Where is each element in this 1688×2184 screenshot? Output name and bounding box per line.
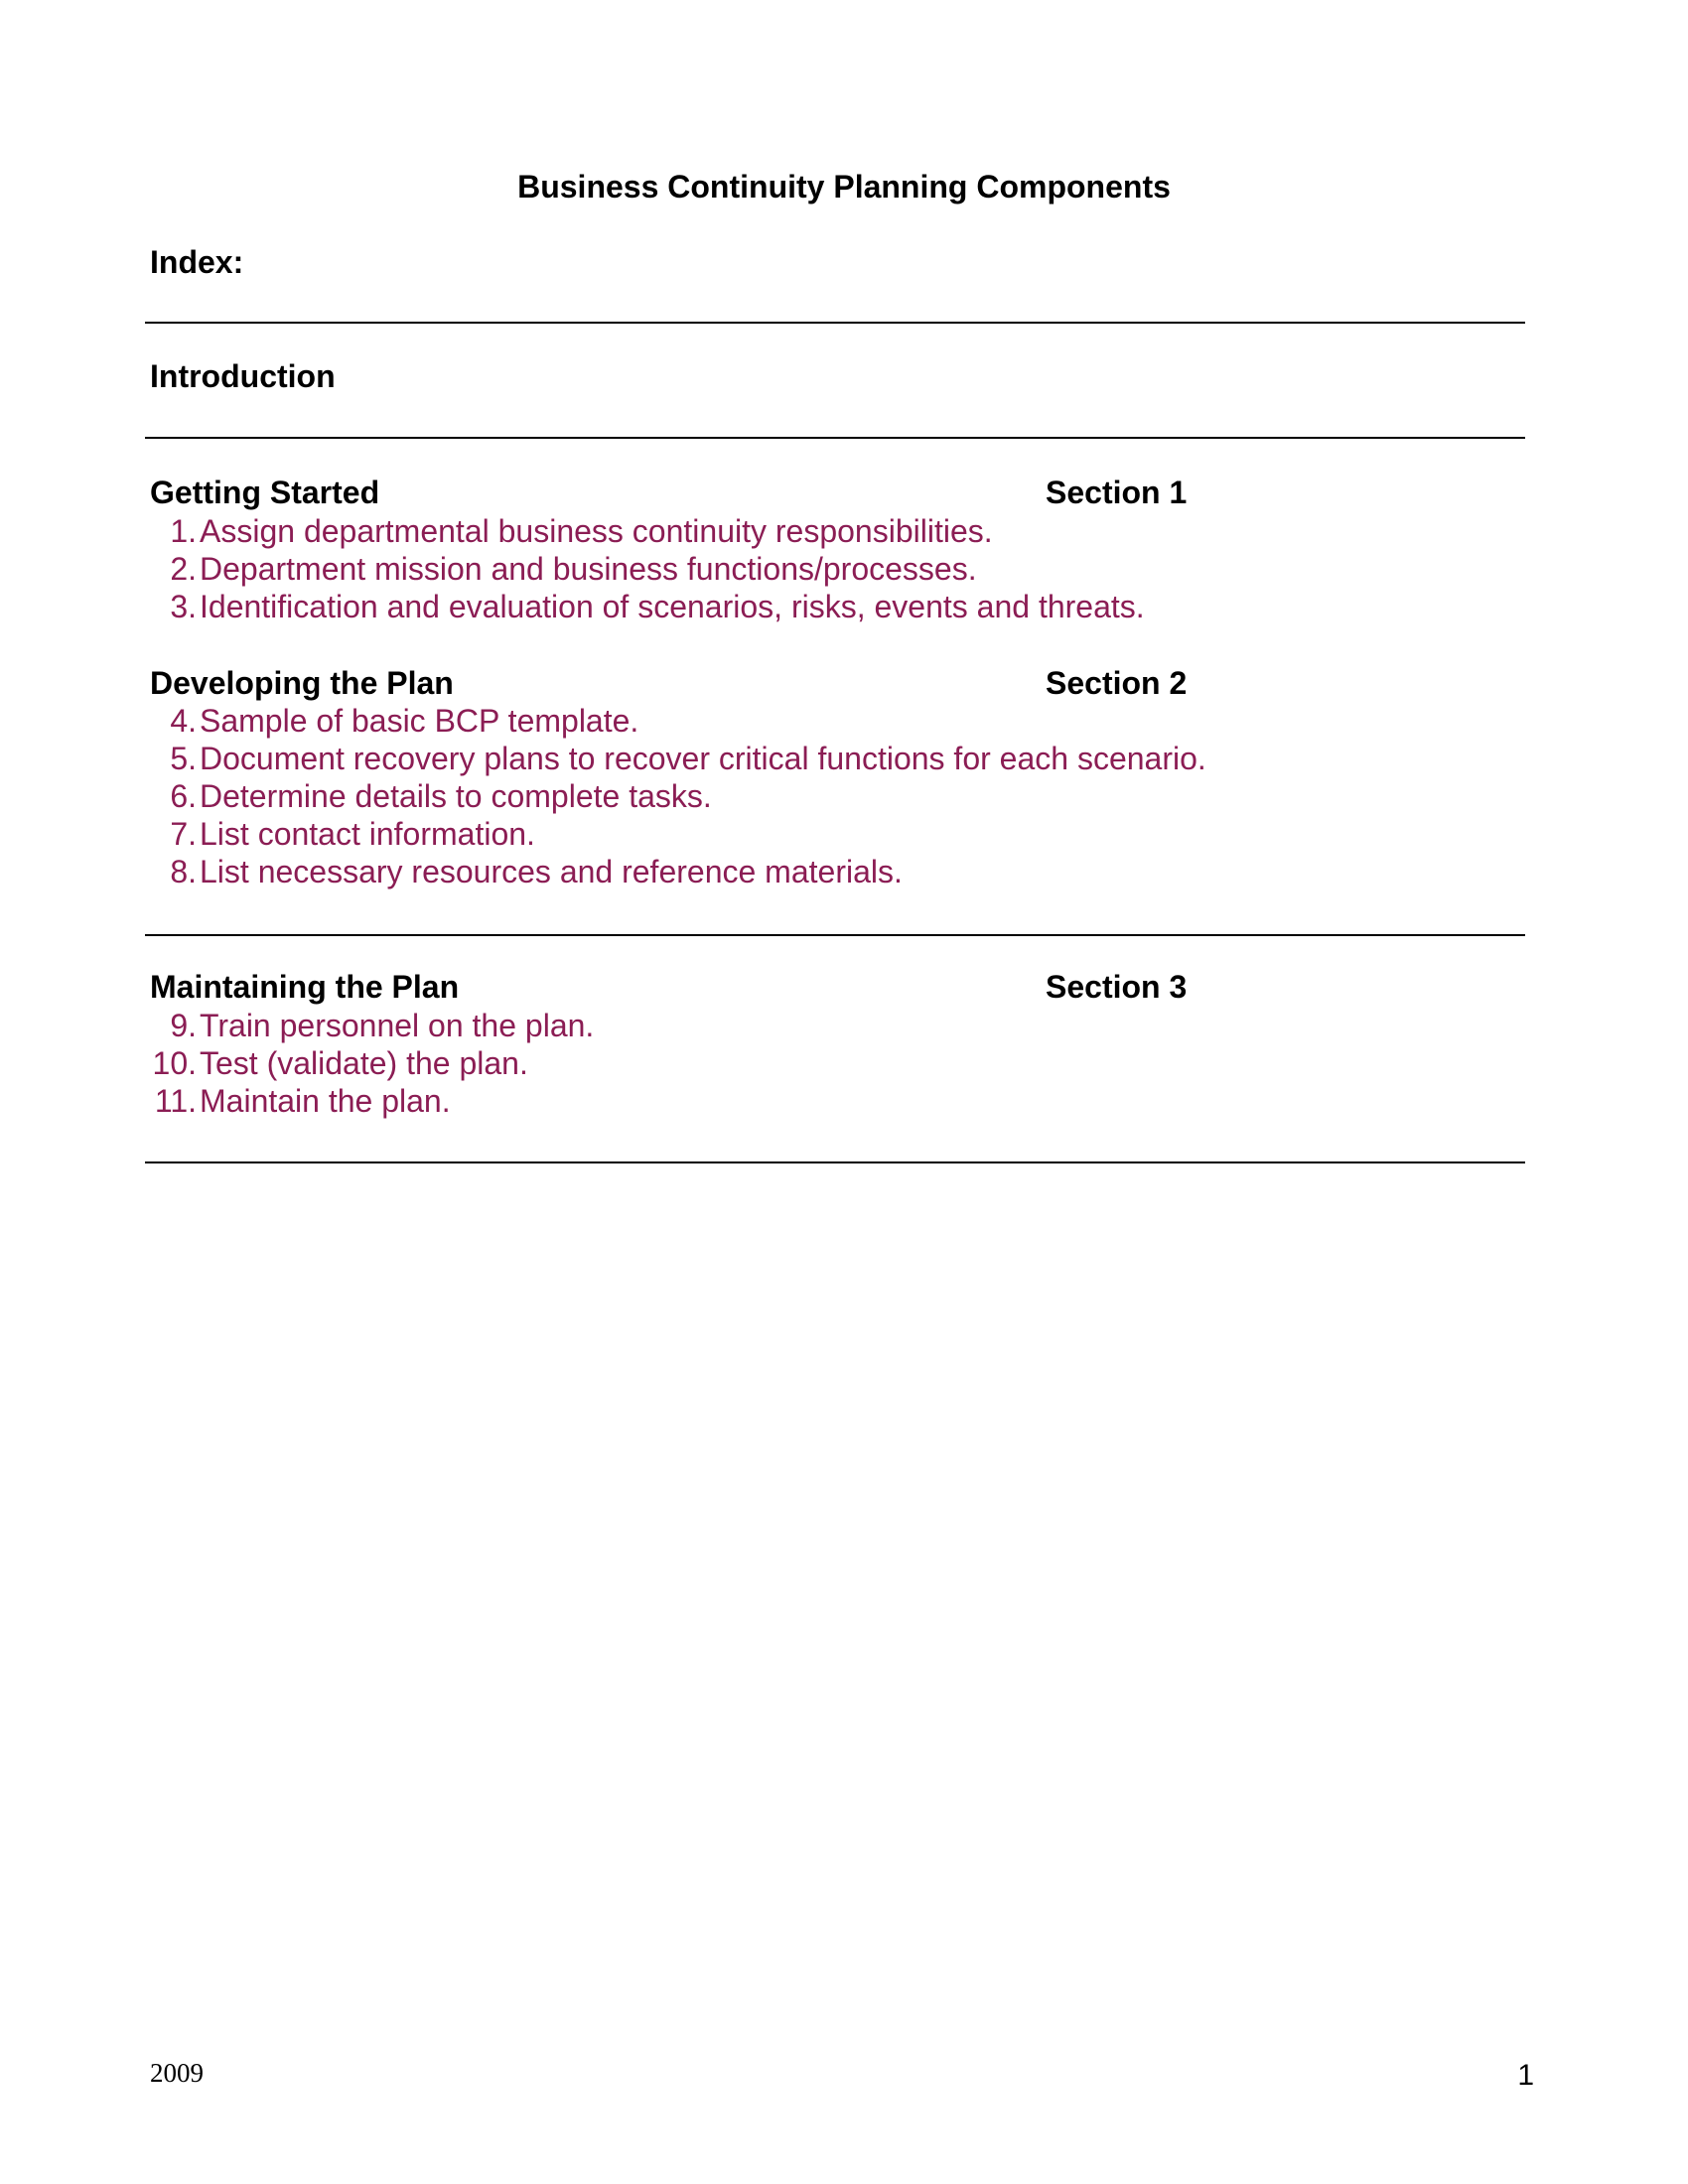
list-item-number: 5. bbox=[170, 741, 197, 776]
list-item-text: List contact information. bbox=[200, 816, 535, 852]
footer-year: 2009 bbox=[150, 2058, 204, 2088]
list-item-text: Determine details to complete tasks. bbox=[200, 778, 712, 814]
divider bbox=[145, 934, 1525, 936]
section-label-3: Section 3 bbox=[1046, 969, 1188, 1005]
section-label-1: Section 1 bbox=[1046, 475, 1188, 510]
list-item-number: 9. bbox=[170, 1008, 197, 1043]
section-heading-getting-started: Getting Started bbox=[150, 475, 380, 510]
page-number: 1 bbox=[1517, 2059, 1534, 2092]
section-label-2: Section 2 bbox=[1046, 665, 1188, 701]
divider bbox=[145, 322, 1525, 324]
introduction-heading: Introduction bbox=[150, 358, 336, 394]
list-item-text: Train personnel on the plan. bbox=[200, 1008, 595, 1043]
divider bbox=[145, 437, 1525, 439]
list-item-number: 7. bbox=[170, 816, 197, 852]
list-item-text: Maintain the plan. bbox=[200, 1083, 451, 1119]
list-item-text: Assign departmental business continuity responsibilities. bbox=[200, 513, 993, 549]
document-title: Business Continuity Planning Components bbox=[517, 169, 1171, 205]
section-heading-maintaining-the-plan: Maintaining the Plan bbox=[150, 969, 460, 1005]
list-item-text: Identification and evaluation of scenarios, risks, events and threats. bbox=[200, 589, 1145, 624]
section-heading-developing-the-plan: Developing the Plan bbox=[150, 665, 454, 701]
list-item-text: Document recovery plans to recover critical functions for each scenario. bbox=[200, 741, 1206, 776]
list-item-number: 11. bbox=[154, 1083, 197, 1119]
list-item-number: 8. bbox=[170, 854, 197, 889]
list-item-number: 3. bbox=[170, 589, 197, 624]
list-item-number: 4. bbox=[170, 703, 197, 739]
list-item-text: Test (validate) the plan. bbox=[200, 1045, 528, 1081]
list-item-number: 6. bbox=[170, 778, 197, 814]
list-item-text: Department mission and business functions/processes. bbox=[200, 551, 977, 587]
index-heading: Index: bbox=[150, 244, 244, 280]
list-item-number: 2. bbox=[170, 551, 197, 587]
list-item-number: 1. bbox=[170, 513, 197, 549]
list-item-number: 10. bbox=[152, 1045, 197, 1081]
list-item-text: List necessary resources and reference materials. bbox=[200, 854, 903, 889]
list-item-text: Sample of basic BCP template. bbox=[200, 703, 639, 739]
divider bbox=[145, 1161, 1525, 1163]
